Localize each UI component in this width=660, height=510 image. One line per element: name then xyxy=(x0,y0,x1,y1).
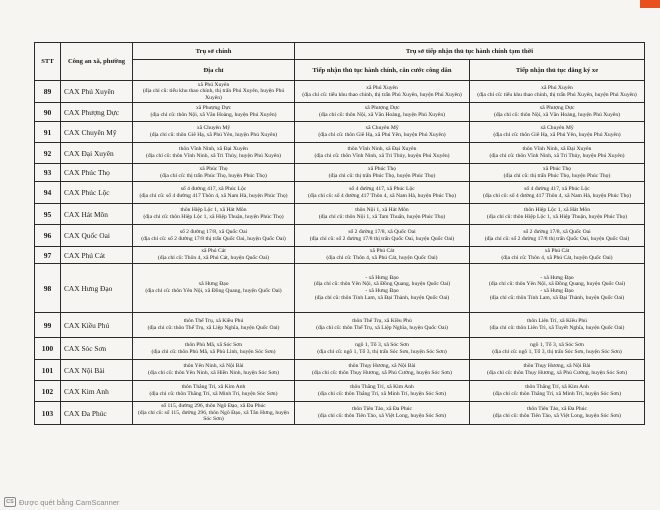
old-address-line: (địa chỉ cũ: thôn Phù Mã, xã Phù Linh, huyện Sóc Sơn) xyxy=(151,348,276,355)
old-address-line: (địa chỉ cũ: thôn Vĩnh Ninh, xã Tri Thủy, huyện Phú Xuyên) xyxy=(145,153,282,159)
address-line: xã Phú Cát xyxy=(544,248,570,255)
table-row xyxy=(35,204,645,225)
row-number: 96 xyxy=(35,225,61,247)
unit-name: CAX Quốc Oai xyxy=(61,225,133,247)
vehicle-office-address xyxy=(470,164,645,182)
admin-office-address xyxy=(295,204,470,225)
address-line: thôn Tiên Tảo, xã Đa Phúc xyxy=(527,406,587,413)
old-address-line: (địa chỉ cũ: thôn Yên Nội, xã Đồng Quang, huyện Quốc Oai) xyxy=(313,281,451,288)
address-line: thôn Thụy Hương, xã Nội Bài xyxy=(348,363,416,370)
old-address-line: (địa chỉ cũ: ngõ 1, Tổ 3, thị trấn Sóc Sơn, huyện Sóc Sơn) xyxy=(492,348,622,355)
address-line: thôn Vĩnh Ninh, xã Đại Xuyên xyxy=(522,146,592,153)
unit-name: CAX Hưng Đạo xyxy=(61,264,133,313)
main-office-address xyxy=(133,360,295,381)
vehicle-office-address xyxy=(470,204,645,225)
old-address-line: (địa chỉ cũ: thị trấn Phúc Thọ, huyện Phúc Thọ) xyxy=(328,172,436,179)
address-line: xã Phượng Dực xyxy=(364,105,400,112)
red-corner-mark xyxy=(640,0,660,8)
address-line: thôn Thế Trụ, xã Kiều Phú xyxy=(183,318,244,325)
vehicle-office-address xyxy=(470,122,645,143)
old-address-line: (địa chỉ cũ: thôn Nội, xã Văn Hoàng, huyện Phú Xuyên) xyxy=(150,112,277,118)
old-address-line: (địa chỉ cũ: thôn Tiên Tảo, xã Việt Long, huyện Sóc Sơn) xyxy=(317,413,447,419)
old-address-line: (địa chỉ cũ: tiểu khu thao chính, thị trấn Phú Xuyên, huyện Phú Xuyên) xyxy=(477,91,637,98)
scanner-footer xyxy=(4,497,119,507)
admin-office-address xyxy=(295,103,470,122)
address-line: - xã Hưng Đạo xyxy=(365,274,399,281)
unit-name: CAX Hát Môn xyxy=(61,204,133,225)
header-main-office-group: Trụ sở chính xyxy=(133,43,295,60)
address-line: ngõ 1, Tổ 3, xã Sóc Sơn xyxy=(355,341,409,348)
old-address-line: (địa chỉ cũ: ngõ 1, Tổ 3, thị trấn Sóc Sơn, huyện Sóc Sơn) xyxy=(317,348,447,355)
main-office-address xyxy=(133,402,295,425)
main-office-address xyxy=(133,338,295,360)
address-line: - xã Hưng Đạo xyxy=(540,274,574,281)
table-row xyxy=(35,164,645,182)
old-address-line: (địa chỉ cũ: thôn Tính Lam, xã Đại Thành, huyện Quốc Oai) xyxy=(314,294,450,301)
address-line: số 4 đường 417, xã Phúc Lộc xyxy=(524,185,590,192)
old-address-line: (địa chỉ cũ: thôn Nội, xã Văn Hoàng, huyện Phú Xuyên) xyxy=(318,112,446,118)
table-row xyxy=(35,313,645,338)
address-line: xã Phú Cát xyxy=(369,248,395,255)
main-office-address xyxy=(133,143,295,164)
vehicle-office-address xyxy=(470,81,645,103)
header-vehicle-registration: Tiếp nhận thủ tục đăng ký xe xyxy=(470,60,645,81)
admin-office-address xyxy=(295,264,470,313)
vehicle-office-address xyxy=(470,338,645,360)
old-address-line: (địa chỉ cũ: tiểu khu thao chính, thị trấn Phú Xuyên, huyện Phú Xuyên) xyxy=(302,91,462,98)
row-number: 101 xyxy=(35,360,61,381)
main-office-address xyxy=(133,204,295,225)
main-office-address xyxy=(133,381,295,402)
unit-name: CAX Phượng Dực xyxy=(61,103,133,122)
row-number: 94 xyxy=(35,182,61,204)
unit-name: CAX Đa Phúc xyxy=(61,402,133,425)
vehicle-office-address xyxy=(470,143,645,164)
old-address-line: (địa chỉ cũ: thôn Thế Trụ, xã Liệp Nghĩa, huyện Quốc Oai) xyxy=(316,325,448,331)
old-address-line: (địa chỉ cũ: Thôn 4, xã Phú Cát, huyện Quốc Oai) xyxy=(157,255,270,261)
header-main-office-address: Địa chỉ xyxy=(133,60,295,81)
address-line: xã Phú Xuyên xyxy=(197,81,230,88)
table-row xyxy=(35,381,645,402)
old-address-line: (địa chỉ cũ: Thôn 4, xã Phú Cát, huyện Quốc Oai) xyxy=(501,255,613,261)
address-line: thôn Vĩnh Ninh, xã Đại Xuyên xyxy=(347,146,417,153)
address-line: thôn Yên Ninh, xã Nội Bài xyxy=(183,363,244,370)
admin-office-address xyxy=(295,225,470,247)
address-line: xã Phú Xuyên xyxy=(366,84,398,91)
address-line: thôn Hiệp Lộc 1, xã Hát Môn xyxy=(180,207,247,214)
table-row xyxy=(35,360,645,381)
unit-name: CAX Kiều Phú xyxy=(61,313,133,338)
address-line: số 115, đường 296, thôn Ngô Đạo, xã Đa Phúc xyxy=(161,403,266,410)
camscanner-icon: CS xyxy=(4,497,16,507)
old-address-line: (địa chỉ cũ: thôn Vĩnh Ninh, xã Tri Thủy, huyện Phú Xuyên) xyxy=(314,153,450,159)
old-address-line: (địa chỉ cũ: thôn Liên Trì, xã Tuyết Nghĩa, huyện Quốc Oai) xyxy=(489,325,625,331)
address-line: số 4 đường 417, xã Phúc Lộc xyxy=(349,185,415,192)
old-address-line: (địa chỉ cũ: thôn Giẽ Hạ, xã Phú Yên, huyện Phú Xuyên) xyxy=(149,132,278,138)
table-row xyxy=(35,182,645,204)
admin-office-address xyxy=(295,313,470,338)
address-line: - xã Hưng Đạo xyxy=(540,288,574,294)
address-line: xã Phú Cát xyxy=(201,248,226,255)
vehicle-office-address xyxy=(470,182,645,204)
row-number: 102 xyxy=(35,381,61,402)
address-line: xã Hưng Đạo xyxy=(198,281,229,288)
address-line: thôn Thụy Hương, xã Nội Bài xyxy=(523,363,591,370)
admin-office-address xyxy=(295,338,470,360)
header-temporary-offices-group: Trụ sở tiếp nhận thủ tục hành chính tạm thời xyxy=(295,43,645,60)
address-line: thôn Thắng Trí, xã Kim Anh xyxy=(181,384,246,391)
old-address-line: (địa chỉ cũ: thôn Thụy Hương, xã Phú Cường, huyện Sóc Sơn) xyxy=(312,370,452,376)
header-stt: STT xyxy=(35,43,61,81)
old-address-line: (địa chỉ cũ: thôn Nội 1, xã Tam Thuấn, huyện Phúc Thọ) xyxy=(318,214,446,220)
address-line: xã Phúc Thọ xyxy=(542,165,572,172)
old-address-line: (địa chỉ cũ: thôn Hiệp Lộc 1, xã Hiệp Thuận, huyện Phúc Thọ) xyxy=(143,214,284,220)
table-body xyxy=(35,81,645,425)
header-admin-citizen-id: Tiếp nhận thủ tục hành chính, căn cước công dân xyxy=(295,60,470,81)
vehicle-office-address xyxy=(470,103,645,122)
old-address-line: (địa chỉ cũ: thôn Hiệp Lộc 1, xã Hiệp Thuận, huyện Phúc Thọ) xyxy=(486,214,628,220)
police-office-table xyxy=(34,42,645,425)
row-number: 91 xyxy=(35,122,61,143)
table-row xyxy=(35,264,645,313)
row-number: 92 xyxy=(35,143,61,164)
row-number: 98 xyxy=(35,264,61,313)
address-line: thôn Phù Mã, xã Sóc Sơn xyxy=(184,341,243,348)
vehicle-office-address xyxy=(470,402,645,425)
admin-office-address xyxy=(295,81,470,103)
address-line: thôn Nội 1, xã Hát Môn xyxy=(355,207,409,214)
unit-name: CAX Phú Cát xyxy=(61,247,133,264)
row-number: 97 xyxy=(35,247,61,264)
address-line: thôn Thắng Trí, xã Kim Anh xyxy=(525,384,589,391)
main-office-address xyxy=(133,182,295,204)
table-row xyxy=(35,402,645,425)
address-line: thôn Tiên Tảo, xã Đa Phúc xyxy=(352,406,412,413)
vehicle-office-address xyxy=(470,313,645,338)
main-office-address xyxy=(133,164,295,182)
admin-office-address xyxy=(295,164,470,182)
main-office-address xyxy=(133,81,295,103)
document-page xyxy=(34,42,644,425)
main-office-address xyxy=(133,225,295,247)
vehicle-office-address xyxy=(470,247,645,264)
vehicle-office-address xyxy=(470,381,645,402)
old-address-line: (địa chỉ cũ: Thôn 4, xã Phú Cát, huyện Quốc Oai) xyxy=(326,255,438,261)
vehicle-office-address xyxy=(470,264,645,313)
row-number: 99 xyxy=(35,313,61,338)
address-line: xã Phú Xuyên xyxy=(541,84,573,91)
unit-name: CAX Phú Xuyên xyxy=(61,81,133,103)
table-row xyxy=(35,81,645,103)
address-line: xã Phúc Thọ xyxy=(199,165,228,172)
address-line: - xã Hưng Đạo xyxy=(365,288,399,294)
old-address-line: (địa chỉ cũ: thôn Thắng Trí, xã Minh Trí, huyện Sóc Sơn) xyxy=(318,391,446,397)
main-office-address xyxy=(133,247,295,264)
admin-office-address xyxy=(295,381,470,402)
row-number: 103 xyxy=(35,402,61,425)
unit-name: CAX Sóc Sơn xyxy=(61,338,133,360)
old-address-line: (địa chỉ cũ: số 4 đường 417 Thôn 4, xã Nam Hà, huyện Phúc Thọ) xyxy=(139,192,288,199)
unit-name: CAX Đại Xuyên xyxy=(61,143,133,164)
address-line: số 2 đường 17/8, xã Quốc Oai xyxy=(348,228,416,235)
old-address-line: (địa chỉ cũ: thôn Thắng Trí, xã Minh Trí, huyện Sóc Sơn) xyxy=(493,391,621,397)
unit-name: CAX Phúc Lộc xyxy=(61,182,133,204)
old-address-line: (địa chỉ cũ: số 4 đường 417 Thôn 4, xã Nam Hà, huyện Phúc Thọ) xyxy=(307,192,457,199)
vehicle-office-address xyxy=(470,360,645,381)
table-row xyxy=(35,225,645,247)
table-row xyxy=(35,122,645,143)
old-address-line: (địa chỉ cũ: số 115, đường 296, thôn Ngô Đạo, xã Tân Hưng, huyện Sóc Sơn) xyxy=(137,409,290,423)
table-row xyxy=(35,103,645,122)
address-line: xã Phượng Dực xyxy=(195,105,232,112)
scanner-footer-text: Được quét bằng CamScanner xyxy=(19,497,120,507)
admin-office-address xyxy=(295,122,470,143)
unit-name: CAX Kim Anh xyxy=(61,381,133,402)
table-row xyxy=(35,247,645,264)
address-line: số 2 đường 17/8, xã Quốc Oai xyxy=(523,228,591,235)
unit-name: CAX Phúc Thọ xyxy=(61,164,133,182)
admin-office-address xyxy=(295,143,470,164)
old-address-line: (địa chỉ cũ: thôn Giẽ Hạ, xã Phú Yên, huyện Phú Xuyên) xyxy=(318,132,446,138)
old-address-line: (địa chỉ cũ: thị trấn Phúc Thọ, huyện Phúc Thọ) xyxy=(503,172,611,179)
unit-name: CAX Nội Bài xyxy=(61,360,133,381)
address-line: xã Phúc Thọ xyxy=(367,165,397,172)
old-address-line: (địa chỉ cũ: thôn Thụy Hương, xã Phú Cường, huyện Sóc Sơn) xyxy=(487,370,627,376)
row-number: 100 xyxy=(35,338,61,360)
address-line: số 4 đường 417, xã Phúc Lộc xyxy=(180,185,247,192)
address-line: xã Chuyên Mỹ xyxy=(196,125,231,132)
old-address-line: (địa chỉ cũ: thôn Yên Ninh, xã Hiền Ninh, huyện Sóc Sơn) xyxy=(148,370,279,376)
admin-office-address xyxy=(295,360,470,381)
address-line: thôn Hiệp Lộc 1, xã Hát Môn xyxy=(523,207,591,214)
row-number: 93 xyxy=(35,164,61,182)
old-address-line: (địa chỉ cũ: thôn Yên Nội, xã Đồng Quang, huyện Quốc Oai) xyxy=(145,288,282,294)
address-line: số 2 đường 17/8, xã Quốc Oai xyxy=(179,228,248,235)
row-number: 90 xyxy=(35,103,61,122)
row-number: 95 xyxy=(35,204,61,225)
old-address-line: (địa chỉ cũ: số 2 đường 17/8 thị trấn Quốc Oai, huyện Quốc Oai) xyxy=(309,235,455,242)
table-row xyxy=(35,143,645,164)
old-address-line: (địa chỉ cũ: số 2 đường 17/8 thị trấn Quốc Oai, huyện Quốc Oai) xyxy=(484,235,630,242)
main-office-address xyxy=(133,103,295,122)
table-row xyxy=(35,338,645,360)
old-address-line: (địa chỉ cũ: thôn Thế Trụ, xã Liệp Nghĩa, huyện Quốc Oai) xyxy=(147,325,280,331)
old-address-line: (địa chỉ cũ: thôn Vĩnh Ninh, xã Tri Thủy, huyện Phú Xuyên) xyxy=(489,153,625,159)
row-number: 89 xyxy=(35,81,61,103)
address-line: thôn Thế Trụ, xã Kiều Phú xyxy=(352,318,412,325)
unit-name: CAX Chuyên Mỹ xyxy=(61,122,133,143)
old-address-line: (địa chỉ cũ: thôn Thắng Trí, xã Minh Trí, huyện Sóc Sơn) xyxy=(149,391,278,397)
address-line: xã Chuyên Mỹ xyxy=(540,125,574,132)
old-address-line: (địa chỉ cũ: số 2 đường 17/8 thị trấn Quốc Oai, huyện Quốc Oai) xyxy=(141,235,286,242)
admin-office-address xyxy=(295,182,470,204)
old-address-line: (địa chỉ cũ: thôn Yên Nội, xã Đồng Quang, huyện Quốc Oai) xyxy=(488,281,626,288)
old-address-line: (địa chỉ cũ: thị trấn Phúc Thọ, huyện Phúc Thọ) xyxy=(160,172,267,179)
address-line: ngõ 1, Tổ 3, xã Sóc Sơn xyxy=(530,341,584,348)
header-unit: Công an xã, phường xyxy=(61,43,133,81)
address-line: xã Chuyên Mỹ xyxy=(365,125,399,132)
old-address-line: (địa chỉ cũ: thôn Tiên Tảo, xã Việt Long, huyện Sóc Sơn) xyxy=(492,413,622,419)
admin-office-address xyxy=(295,402,470,425)
main-office-address xyxy=(133,264,295,313)
main-office-address xyxy=(133,313,295,338)
address-line: thôn Liên Trì, xã Kiều Phú xyxy=(527,318,587,325)
vehicle-office-address xyxy=(470,225,645,247)
old-address-line: (địa chỉ cũ: thôn Giẽ Hạ, xã Phú Yên, huyện Phú Xuyên) xyxy=(493,132,621,138)
old-address-line: (địa chỉ cũ: thôn Tính Lam, xã Đại Thành, huyện Quốc Oai) xyxy=(489,294,625,301)
old-address-line: (địa chỉ cũ: thôn Nội, xã Văn Hoàng, huyện Phú Xuyên) xyxy=(493,112,621,118)
old-address-line: (địa chỉ cũ: số 4 đường 417 Thôn 4, xã Nam Hà, huyện Phúc Thọ) xyxy=(482,192,632,199)
old-address-line: (địa chỉ cũ: tiểu khu thao chính, thị trấn Phú Xuyên, huyện Phú Xuyên) xyxy=(142,88,285,101)
address-line: thôn Thắng Trí, xã Kim Anh xyxy=(350,384,414,391)
address-line: thôn Vĩnh Ninh, xã Đại Xuyên xyxy=(179,146,248,153)
main-office-address xyxy=(133,122,295,143)
admin-office-address xyxy=(295,247,470,264)
address-line: xã Phượng Dực xyxy=(539,105,575,112)
